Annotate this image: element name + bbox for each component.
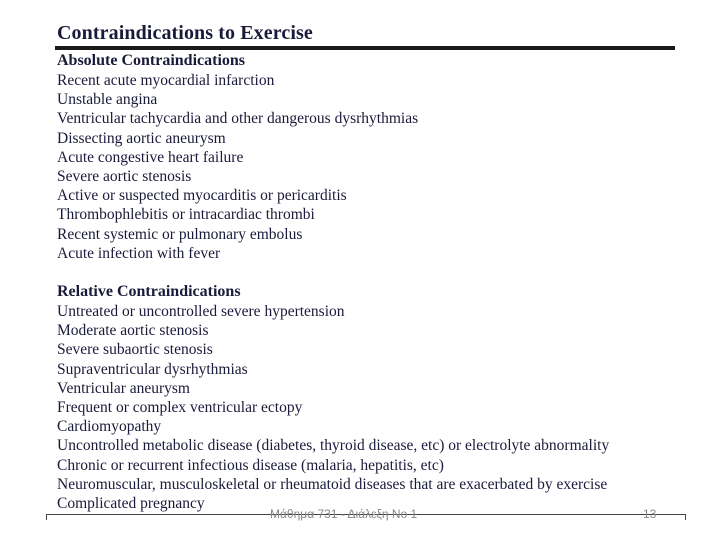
footer-page-number: 13 [643,507,657,521]
list-item: Acute infection with fever [57,244,221,262]
list-item: Uncontrolled metabolic disease (diabetes, thyroid disease, etc) or electrolyte abnormality [57,437,610,455]
list-item: Acute congestive heart failure [57,148,244,166]
list-item: Cardiomyopathy [57,418,162,436]
list-item: Moderate aortic stenosis [57,322,209,340]
list-item: Recent acute myocardial infarction [57,72,275,89]
list-item: Severe subaortic stenosis [57,341,213,359]
list-item: Dissecting aortic aneurysm [57,129,226,147]
list-item: Untreated or uncontrolled severe hypertension [57,303,345,320]
list-item: Complicated pregnancy [57,494,205,512]
page-title: Contraindications to Exercise [57,22,313,44]
footer-tick-right [685,514,686,520]
list-item: Ventricular aneurysm [57,379,190,397]
list-item: Frequent or complex ventricular ectopy [57,398,303,416]
list-item: Unstable angina [57,91,158,109]
list-item: Thrombophlebitis or intracardiac thrombi [57,206,315,224]
list-item: Severe aortic stenosis [57,167,192,185]
footer-tick-left [46,514,47,520]
list-item: Neuromuscular, musculoskeletal or rheumatoid diseases that are exacerbated by exercise [57,475,608,493]
list-item: Supraventricular dysrhythmias [57,360,248,378]
footer-course-label: Μάθημα 731 - Διάλεξη No 1 [270,507,418,521]
relative-contraindications-list [57,302,609,513]
list-item: Chronic or recurrent infectious disease (malaria, hepatitis, etc) [57,456,444,474]
list-item: Recent systemic or pulmonary embolus [57,225,303,243]
absolute-contraindications-list [57,71,418,263]
absolute-contraindications-heading: Absolute Contraindications [57,52,246,69]
relative-contraindications-heading: Relative Contraindications [57,283,241,300]
list-item: Active or suspected myocarditis or pericarditis [57,187,347,205]
list-item: Ventricular tachycardia and other dangerous dysrhythmias [57,110,419,128]
title-underline [55,46,675,50]
